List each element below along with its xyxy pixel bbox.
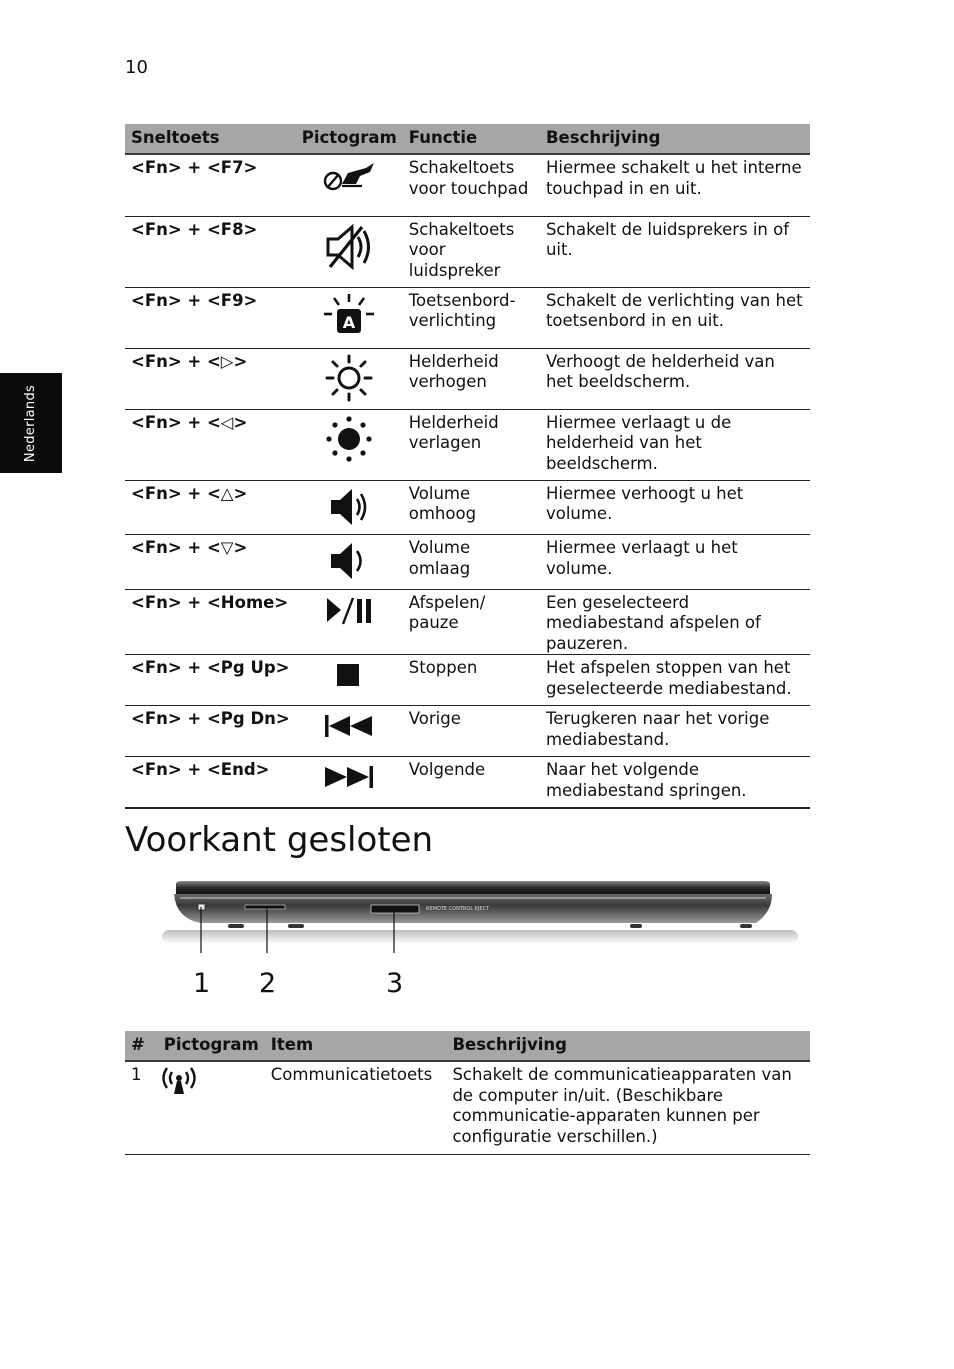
- table-row: [125, 480, 810, 535]
- item-name: Communicatietoets: [265, 1061, 447, 1154]
- hotkey-description: Hiermee verhoogt u het volume.: [540, 480, 810, 535]
- hotkey-key: <Fn> + <F8>: [125, 216, 296, 287]
- hotkey-description: Hiermee verlaagt u de helderheid van het beeldscherm.: [540, 409, 810, 480]
- section-title: Voorkant gesloten: [125, 820, 434, 860]
- hotkey-key: <Fn> + <Pg Dn>: [125, 706, 296, 757]
- callout-1: 1: [193, 968, 211, 999]
- hotkey-function: Toetsenbord-verlichting: [403, 287, 540, 348]
- hotkey-description: Het afspelen stoppen van het geselecteerde mediabestand.: [540, 655, 810, 706]
- previous-track-icon: [322, 710, 376, 740]
- callout-3: 3: [386, 968, 404, 999]
- page-number: 10: [125, 57, 148, 78]
- hotkey-description: Hiermee verlaagt u het volume.: [540, 535, 810, 590]
- hotkey-table: [125, 124, 810, 809]
- header-beschrijving: Beschrijving: [446, 1031, 810, 1061]
- header-number: #: [125, 1031, 158, 1061]
- callout-2: 2: [259, 968, 277, 999]
- table-row: [125, 757, 810, 808]
- hotkey-function: Volgende: [403, 757, 540, 808]
- hotkey-function: Volume omlaag: [403, 535, 540, 590]
- hotkey-key: <Fn> + <F7>: [125, 154, 296, 216]
- language-side-tab: [0, 373, 62, 473]
- volume-up-icon: [327, 485, 371, 529]
- stop-icon: [334, 659, 364, 689]
- hotkey-function: Volume omhoog: [403, 480, 540, 535]
- hotkey-key: <Fn> + <Home>: [125, 589, 296, 655]
- front-table-header: [125, 1031, 810, 1061]
- hotkey-function: Schakeltoets voor touchpad: [403, 154, 540, 216]
- wireless-communication-icon: [158, 1066, 200, 1098]
- table-row: [125, 535, 810, 590]
- hotkey-description: Verhoogt de helderheid van het beeldscherm.: [540, 348, 810, 409]
- brightness-down-icon: [324, 414, 374, 464]
- hotkey-description: Naar het volgende mediabestand springen.: [540, 757, 810, 808]
- hotkey-table-header: [125, 124, 810, 154]
- table-row: [125, 216, 810, 287]
- hotkey-function: Schakeltoets voor luidspreker: [403, 216, 540, 287]
- touchpad-toggle-icon: [320, 159, 378, 195]
- next-track-icon: [322, 761, 376, 791]
- table-row: [125, 1061, 810, 1154]
- hotkey-key: <Fn> + <Pg Up>: [125, 655, 296, 706]
- hotkey-description: Terugkeren naar het vorige mediabestand.: [540, 706, 810, 757]
- hotkey-key: <Fn> + <◁>: [125, 409, 296, 480]
- row-number: 1: [125, 1061, 158, 1154]
- keyboard-backlight-icon: [320, 292, 378, 338]
- table-row: [125, 706, 810, 757]
- hotkey-key: <Fn> + <△>: [125, 480, 296, 535]
- table-row: [125, 287, 810, 348]
- table-row: [125, 348, 810, 409]
- hotkey-key: <Fn> + <F9>: [125, 287, 296, 348]
- hotkey-function: Afspelen/ pauze: [403, 589, 540, 655]
- table-row: [125, 655, 810, 706]
- header-item: Item: [265, 1031, 447, 1061]
- brightness-up-icon: [324, 353, 374, 403]
- header-pictogram: Pictogram: [158, 1031, 265, 1061]
- play-pause-icon: [323, 594, 375, 628]
- laptop-front-illustration: [160, 878, 800, 953]
- header-functie: Functie: [403, 124, 540, 154]
- hotkey-function: Helderheid verhogen: [403, 348, 540, 409]
- header-sneltoets: Sneltoets: [125, 124, 296, 154]
- hotkey-description: Een geselecteerd mediabestand afspelen of pauzeren.: [540, 589, 810, 655]
- table-row: [125, 154, 810, 216]
- table-row: [125, 589, 810, 655]
- svg-text:A: A: [343, 312, 356, 332]
- hotkey-function: Vorige: [403, 706, 540, 757]
- hotkey-description: Hiermee schakelt u het interne touchpad in en uit.: [540, 154, 810, 216]
- item-description: Schakelt de communicatieapparaten van de computer in/uit. (Beschikbare communicatie-apparaten kunnen per configuratie verschillen.): [446, 1061, 810, 1154]
- table-row: [125, 409, 810, 480]
- front-panel-label: REMOTE CONTROL EJECT: [426, 906, 490, 912]
- volume-down-icon: [327, 539, 371, 583]
- side-tab-label: Nederlands: [23, 384, 39, 462]
- hotkey-function: Helderheid verlagen: [403, 409, 540, 480]
- front-table: [125, 1031, 810, 1155]
- speaker-mute-icon: [322, 221, 376, 273]
- hotkey-description: Schakelt de luidsprekers in of uit.: [540, 216, 810, 287]
- header-pictogram: Pictogram: [296, 124, 403, 154]
- hotkey-function: Stoppen: [403, 655, 540, 706]
- hotkey-key: <Fn> + <▷>: [125, 348, 296, 409]
- hotkey-key: <Fn> + <▽>: [125, 535, 296, 590]
- hotkey-key: <Fn> + <End>: [125, 757, 296, 808]
- hotkey-description: Schakelt de verlichting van het toetsenbord in en uit.: [540, 287, 810, 348]
- header-beschrijving: Beschrijving: [540, 124, 810, 154]
